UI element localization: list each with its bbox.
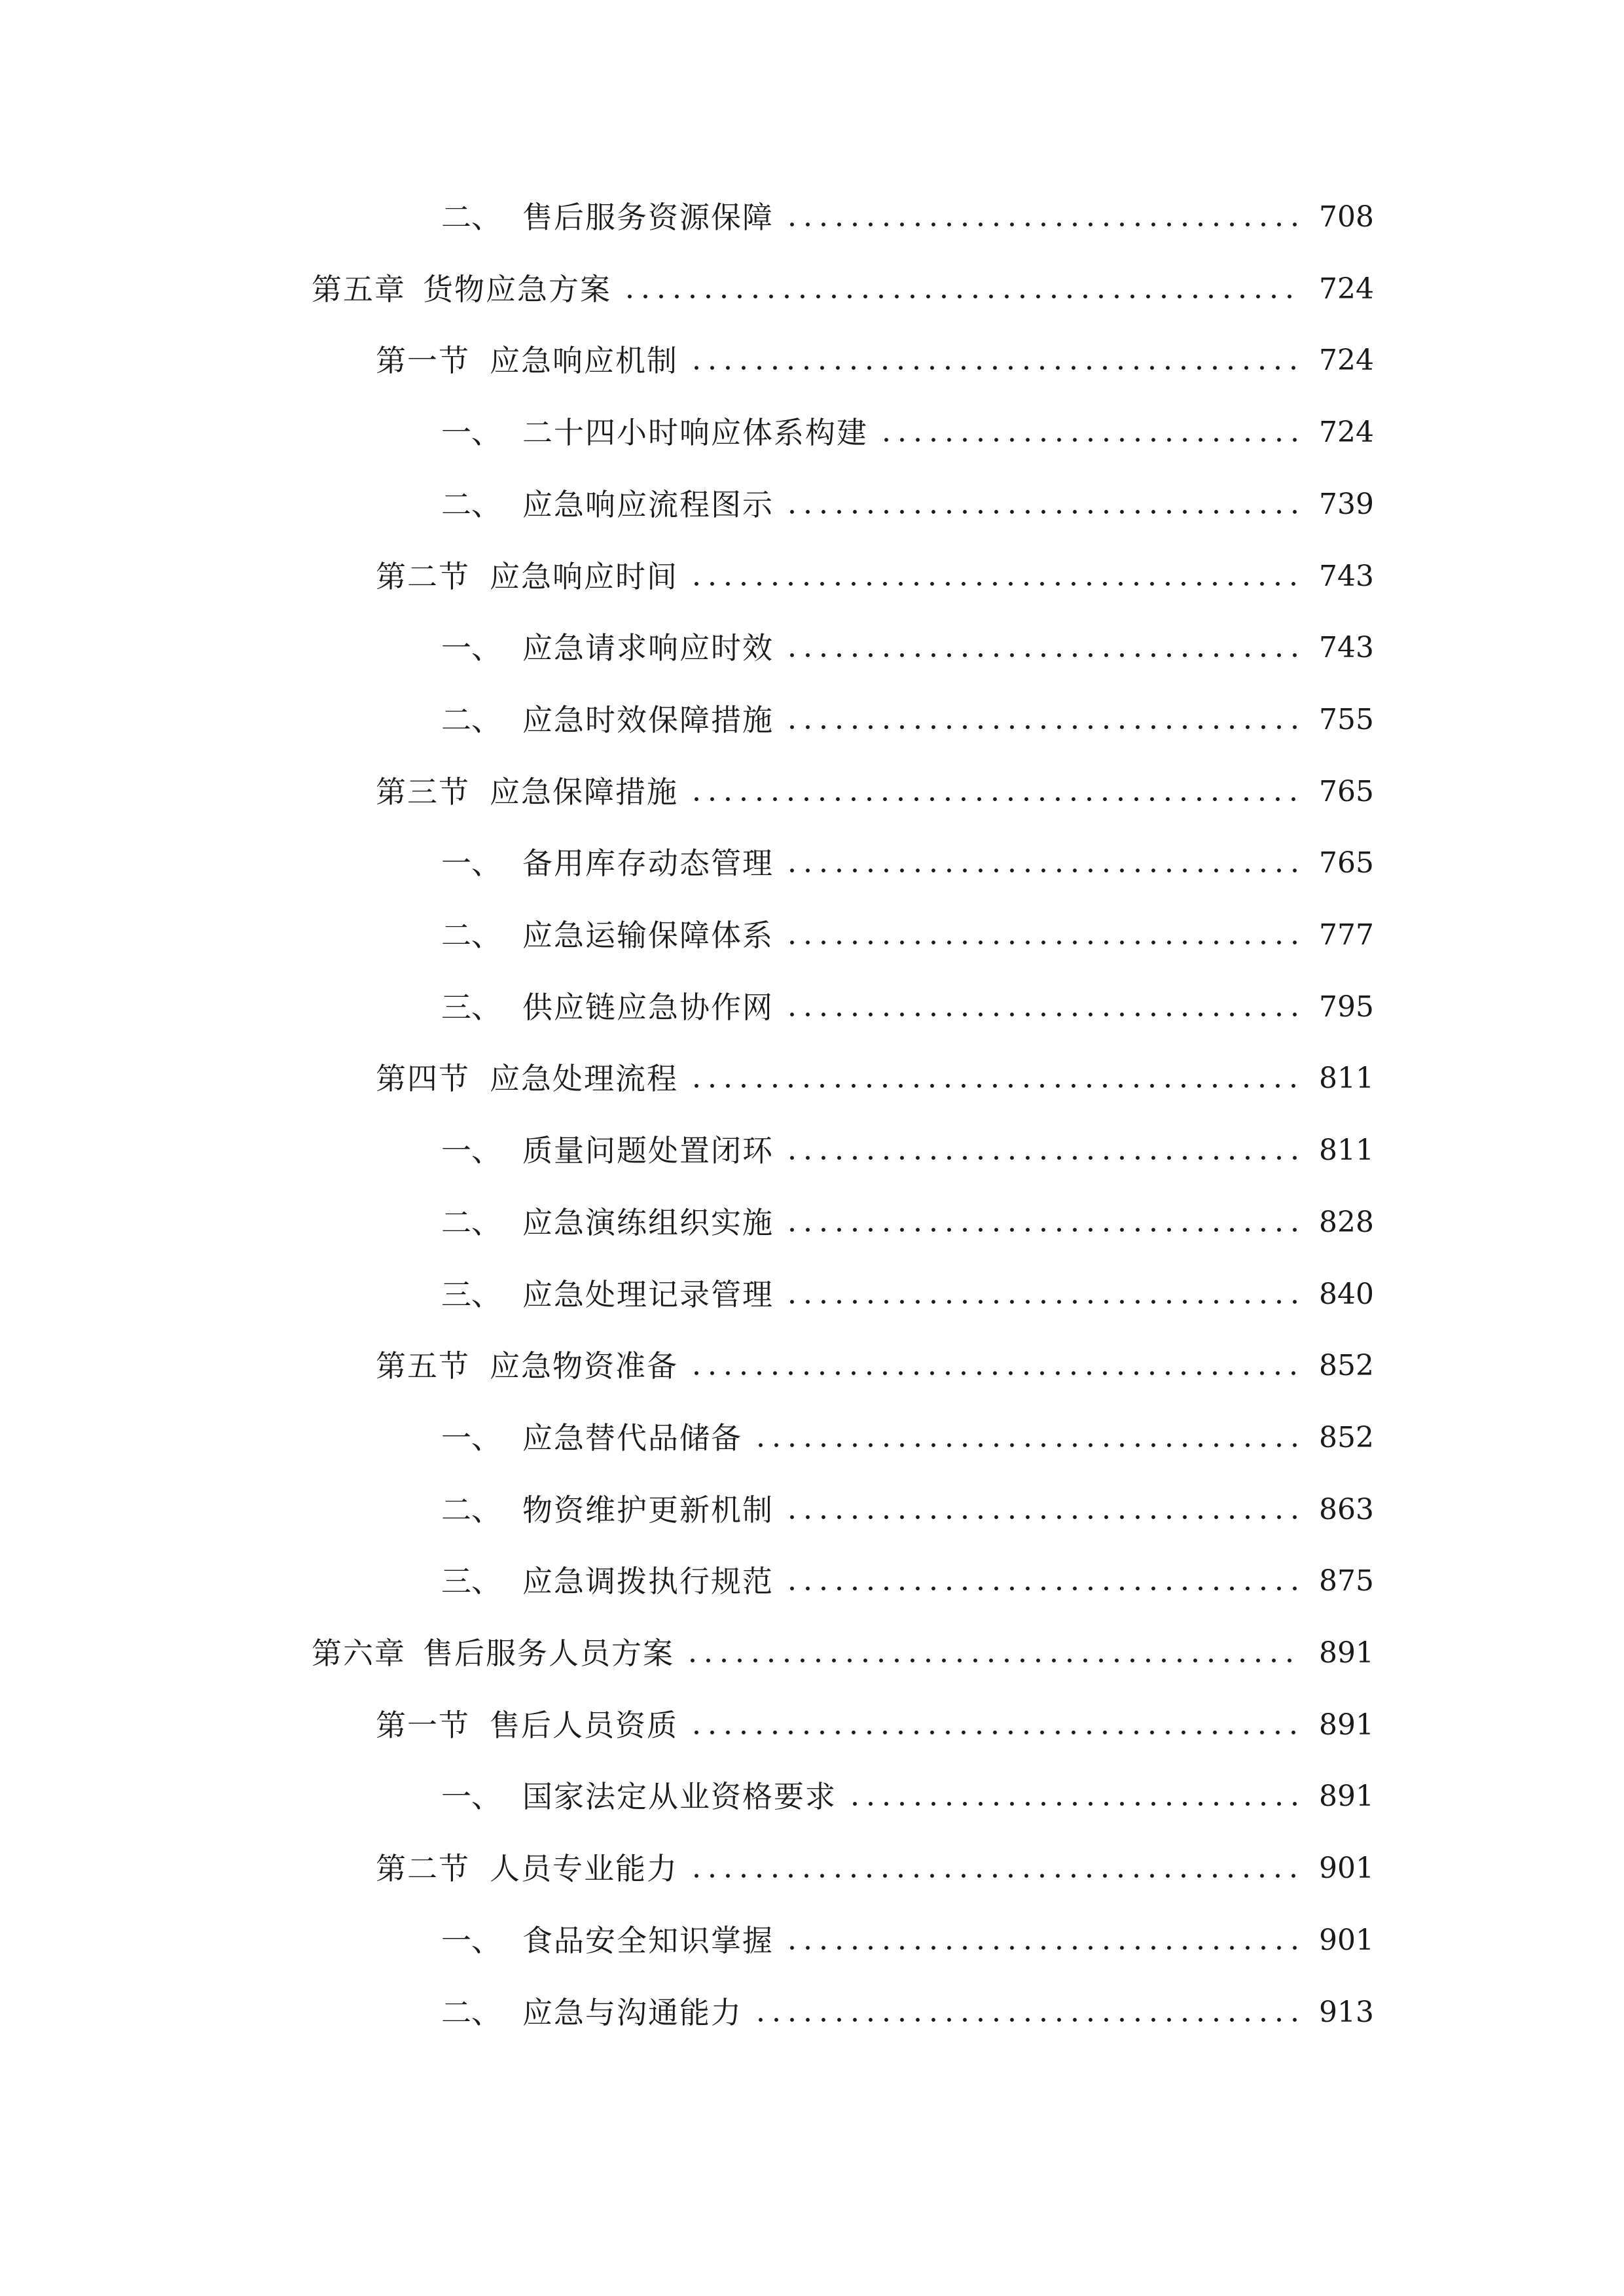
toc-entry-number: 二、	[441, 1204, 501, 1240]
toc-entry-title: 应急时效保障措施	[522, 702, 774, 738]
dot-leader	[689, 1866, 1302, 1886]
toc-entry-section[interactable]	[376, 1340, 1374, 1392]
toc-entry-item[interactable]	[441, 694, 1374, 746]
dot-leader	[689, 1723, 1302, 1742]
toc-entry-page-number: 901	[1319, 1923, 1374, 1957]
dot-leader	[784, 1220, 1302, 1240]
toc-entry-page-number: 765	[1319, 846, 1374, 880]
toc-entry-number: 二、	[441, 486, 501, 522]
toc-entry-section[interactable]	[376, 766, 1374, 818]
dot-leader	[784, 1148, 1302, 1168]
toc-entry-item[interactable]	[441, 622, 1374, 674]
dot-leader	[784, 502, 1302, 522]
toc-entry-title: 国家法定从业资格要求	[522, 1779, 837, 1815]
toc-entry-title: 应急与沟通能力	[522, 1994, 742, 2030]
toc-entry-page-number: 724	[1319, 272, 1374, 306]
toc-entry-section[interactable]	[376, 1842, 1374, 1895]
toc-entry-page-number: 875	[1319, 1564, 1374, 1598]
toc-entry-number: 一、	[441, 1420, 501, 1456]
toc-entry-item[interactable]	[441, 478, 1374, 531]
toc-entry-number: 二、	[441, 702, 501, 738]
toc-entry-section[interactable]	[376, 1052, 1374, 1105]
toc-entry-page-number: 765	[1319, 774, 1374, 808]
toc-entry-title: 货物应急方案	[423, 271, 611, 307]
toc-entry-page-number: 852	[1319, 1349, 1374, 1383]
toc-entry-number: 第一节	[376, 1707, 470, 1743]
toc-entry-item[interactable]	[441, 1770, 1374, 1823]
toc-entry-number: 第四节	[376, 1061, 470, 1097]
dot-leader	[784, 1292, 1302, 1312]
toc-entry-title: 供应链应急协作网	[522, 989, 774, 1025]
toc-entry-page-number: 891	[1319, 1708, 1374, 1742]
toc-entry-number: 第三节	[376, 774, 470, 810]
dot-leader	[689, 574, 1302, 594]
dot-leader	[784, 933, 1302, 952]
dot-leader	[685, 1651, 1302, 1670]
toc-entry-page-number: 891	[1319, 1780, 1374, 1814]
toc-entry-section[interactable]	[376, 1699, 1374, 1751]
toc-entry-item[interactable]	[441, 191, 1374, 243]
toc-entry-title: 食品安全知识掌握	[522, 1922, 774, 1958]
dot-leader	[784, 1507, 1302, 1527]
toc-entry-item[interactable]	[441, 1986, 1374, 2039]
toc-entry-number: 二、	[441, 918, 501, 953]
toc-entry-title: 应急替代品储备	[522, 1420, 742, 1456]
dot-leader	[753, 1435, 1302, 1455]
toc-entry-page-number: 901	[1319, 1852, 1374, 1886]
toc-entry-page-number: 852	[1319, 1420, 1374, 1454]
toc-entry-number: 第二节	[376, 1851, 470, 1887]
toc-entry-item[interactable]	[441, 1124, 1374, 1177]
toc-entry-title: 二十四小时响应体系构建	[522, 415, 868, 451]
toc-entry-number: 一、	[441, 1779, 501, 1815]
toc-entry-page-number: 840	[1319, 1277, 1374, 1311]
dot-leader	[689, 1363, 1302, 1383]
toc-entry-section[interactable]	[376, 334, 1374, 387]
toc-entry-page-number: 708	[1319, 200, 1374, 234]
toc-entry-title: 应急物资准备	[490, 1348, 678, 1384]
toc-entry-title: 应急运输保障体系	[522, 918, 774, 953]
toc-entry-page-number: 743	[1319, 631, 1374, 665]
dot-leader	[847, 1794, 1302, 1814]
toc-entry-number: 一、	[441, 415, 501, 451]
toc-entry-item[interactable]	[441, 1555, 1374, 1607]
toc-entry-number: 二、	[441, 1492, 501, 1528]
toc-entry-page-number: 811	[1319, 1134, 1374, 1168]
dot-leader	[753, 2010, 1302, 2030]
toc-entry-number: 一、	[441, 630, 501, 666]
toc-entry-number: 一、	[441, 1922, 501, 1958]
toc-entry-item[interactable]	[441, 1268, 1374, 1321]
toc-entry-number: 第六章	[312, 1636, 406, 1671]
toc-entry-title: 应急响应机制	[490, 343, 678, 379]
dot-leader	[784, 1938, 1302, 1958]
dot-leader	[622, 287, 1302, 306]
toc-entry-item[interactable]	[441, 909, 1374, 961]
toc-entry-section[interactable]	[376, 550, 1374, 603]
dot-leader	[784, 717, 1302, 737]
toc-entry-title: 物资维护更新机制	[522, 1492, 774, 1528]
toc-entry-title: 售后服务资源保障	[522, 200, 774, 235]
toc-entry-page-number: 777	[1319, 918, 1374, 952]
dot-leader	[784, 1579, 1302, 1598]
dot-leader	[689, 358, 1302, 378]
toc-entry-item[interactable]	[441, 1196, 1374, 1249]
toc-entry-item[interactable]	[441, 1484, 1374, 1536]
toc-entry-chapter[interactable]	[312, 263, 1374, 315]
dot-leader	[878, 430, 1302, 450]
toc-entry-title: 应急处理流程	[490, 1061, 678, 1097]
toc-entry-title: 售后人员资质	[490, 1707, 678, 1743]
toc-entry-item[interactable]	[441, 406, 1374, 459]
toc-entry-title: 应急响应时间	[490, 558, 678, 594]
dot-leader	[784, 645, 1302, 665]
toc-entry-page-number: 891	[1319, 1636, 1374, 1670]
toc-entry-page-number: 828	[1319, 1205, 1374, 1239]
dot-leader	[689, 789, 1302, 809]
toc-entry-title: 售后服务人员方案	[423, 1636, 674, 1671]
toc-entry-page-number: 913	[1319, 1995, 1374, 2029]
toc-entry-number: 第五节	[376, 1348, 470, 1384]
toc-entry-page-number: 795	[1319, 990, 1374, 1024]
toc-entry-number: 一、	[441, 846, 501, 882]
toc-entry-number: 第二节	[376, 558, 470, 594]
toc-entry-number: 第五章	[312, 271, 406, 307]
toc-entry-number: 三、	[441, 1276, 501, 1312]
toc-entry-title: 备用库存动态管理	[522, 846, 774, 882]
toc-entry-title: 应急保障措施	[490, 774, 678, 810]
toc-entry-title: 应急响应流程图示	[522, 486, 774, 522]
toc-entry-chapter[interactable]	[312, 1627, 1374, 1679]
toc-entry-title: 应急演练组织实施	[522, 1204, 774, 1240]
dot-leader	[784, 215, 1302, 234]
toc-entry-title: 应急调拨执行规范	[522, 1564, 774, 1600]
toc-entry-page-number: 724	[1319, 416, 1374, 450]
toc-entry-page-number: 863	[1319, 1492, 1374, 1526]
toc-entry-number: 二、	[441, 1994, 501, 2030]
dot-leader	[784, 1005, 1302, 1024]
toc-entry-item[interactable]	[441, 981, 1374, 1033]
toc-entry-page-number: 743	[1319, 559, 1374, 593]
toc-entry-title: 应急请求响应时效	[522, 630, 774, 666]
toc-entry-page-number: 811	[1319, 1062, 1374, 1096]
toc-entry-item[interactable]	[441, 1914, 1374, 1967]
toc-entry-title: 质量问题处置闭环	[522, 1133, 774, 1169]
dot-leader	[784, 861, 1302, 880]
toc-entry-number: 一、	[441, 1133, 501, 1169]
toc-entry-number: 二、	[441, 200, 501, 235]
toc-entry-page-number: 755	[1319, 702, 1374, 736]
toc-entry-title: 应急处理记录管理	[522, 1276, 774, 1312]
toc-entry-item[interactable]	[441, 837, 1374, 889]
toc-entry-item[interactable]	[441, 1412, 1374, 1464]
toc-entry-page-number: 724	[1319, 344, 1374, 378]
toc-entry-number: 第一节	[376, 343, 470, 379]
toc-entry-page-number: 739	[1319, 487, 1374, 521]
toc-entry-number: 三、	[441, 989, 501, 1025]
toc-entry-number: 三、	[441, 1564, 501, 1600]
toc-entry-title: 人员专业能力	[490, 1851, 678, 1887]
dot-leader	[689, 1076, 1302, 1096]
